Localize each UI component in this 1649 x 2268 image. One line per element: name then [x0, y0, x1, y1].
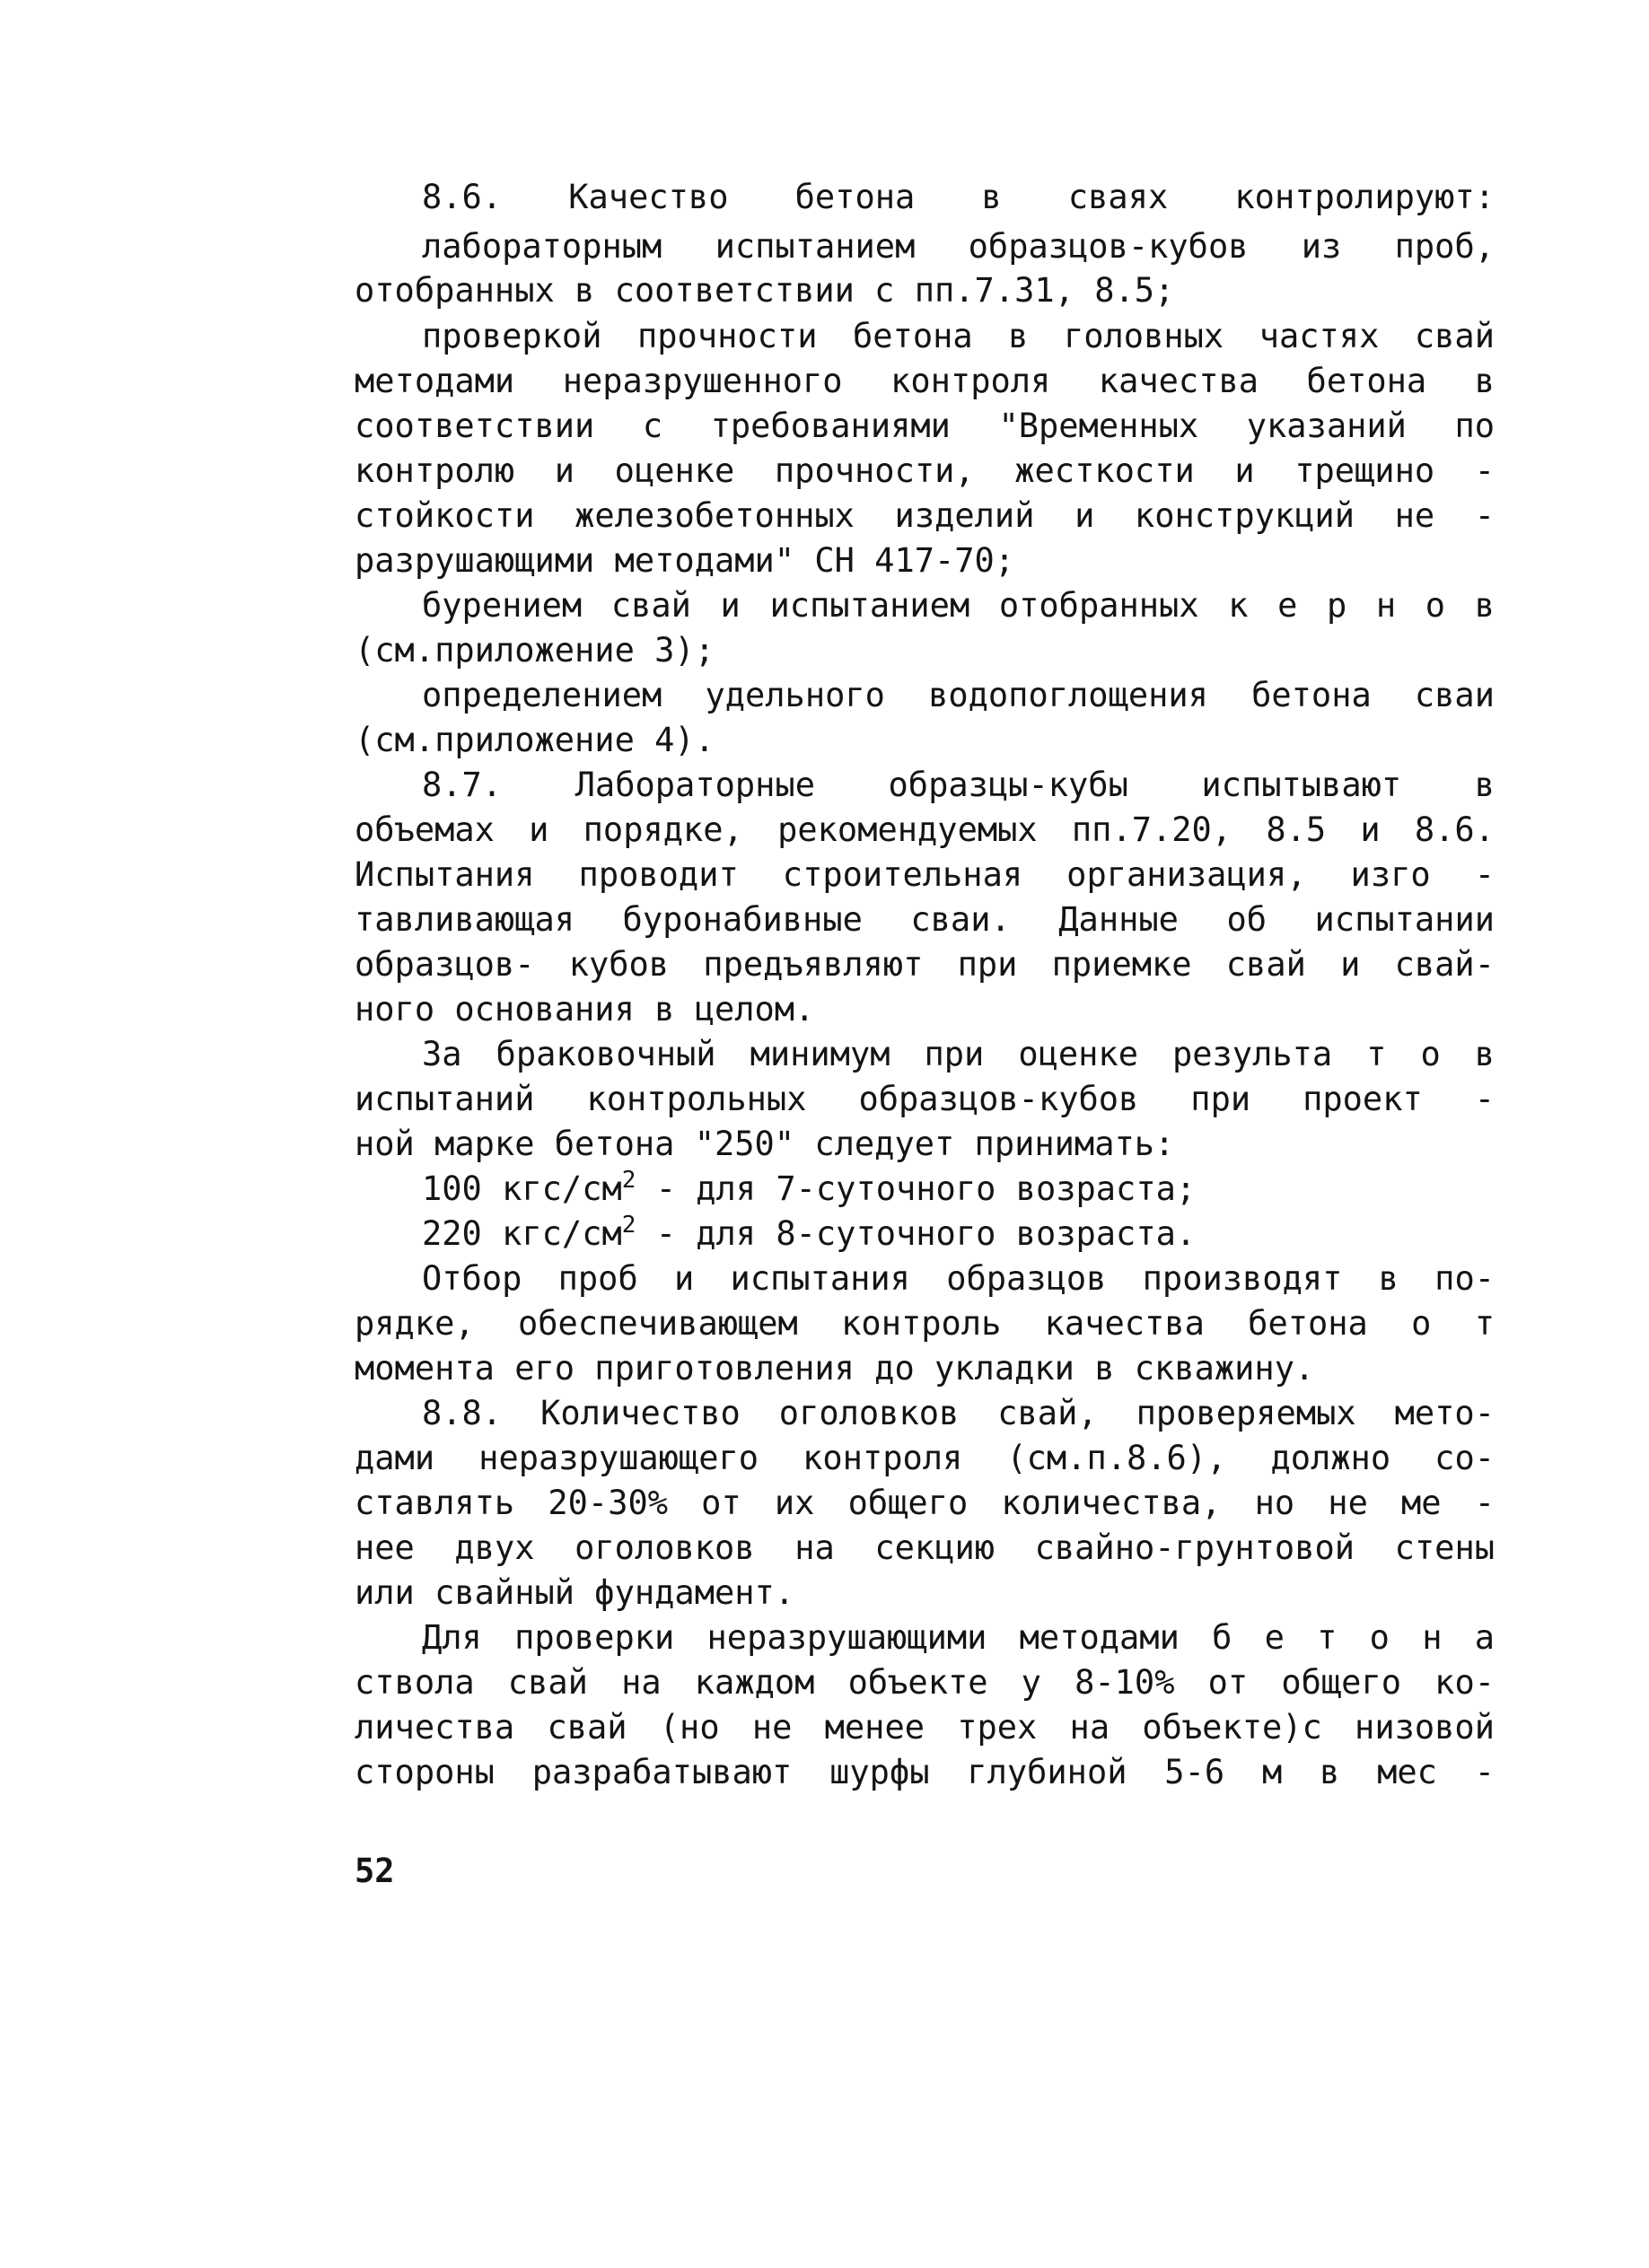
text-line: 8.7. Лабораторные образцы-кубы испытывают в: [422, 766, 1495, 804]
text-line: объемах и порядке, рекомендуемых пп.7.20, 8.5 и 8.6.: [355, 810, 1495, 849]
text-fragment: 100 кгс/см: [422, 1169, 622, 1208]
text-line: Отбор проб и испытания образцов производят в по-: [422, 1259, 1495, 1298]
text-line: отобранных в соответствии с пп.7.31, 8.5;: [355, 271, 1175, 310]
text-line: (см.приложение 4).: [355, 721, 715, 759]
text-line: ставлять 20-30% от их общего количества, но не ме -: [355, 1484, 1495, 1522]
text-line: стороны разрабатывают шурфы глубиной 5-6 м в мес -: [355, 1753, 1495, 1791]
text-line: соответствии с требованиями "Временных указаний по: [355, 407, 1495, 445]
text-line: разрушающими методами" СН 417-70;: [355, 541, 1015, 580]
text-line: рядке, обеспечивающем контроль качества бетона о т: [355, 1304, 1495, 1343]
superscript: 2: [621, 1212, 636, 1239]
text-line: тавливающая буронабивные сваи. Данные об испытании: [355, 900, 1495, 939]
text-line: [422, 1169, 1495, 1209]
text-line: проверкой прочности бетона в головных частях свай: [422, 317, 1495, 355]
page-number: 52: [355, 1852, 395, 1890]
text-fragment: - для 8-суточного возраста.: [636, 1214, 1197, 1253]
text-line: бурением свай и испытанием отобранных к е р н о в: [422, 586, 1495, 625]
text-line: [422, 1214, 1495, 1254]
text-line: Для проверки неразрушающими методами б е т о н а: [422, 1618, 1495, 1657]
text-line: стойкости железобетонных изделий и конструкций не -: [355, 496, 1495, 535]
text-line: лабораторным испытанием образцов-кубов из проб,: [422, 227, 1495, 266]
text-line: ного основания в целом.: [355, 990, 815, 1029]
text-line: методами неразрушенного контроля качества бетона в: [355, 362, 1495, 400]
text-line: (см.приложение 3);: [355, 631, 715, 670]
text-line: 8.8. Количество оголовков свай, проверяемых мето-: [422, 1394, 1495, 1432]
text-line: или свайный фундамент.: [355, 1573, 795, 1612]
text-line: ной марке бетона "250" следует принимать:: [355, 1125, 1175, 1163]
text-line: нее двух оголовков на секцию свайно-грунтовой стены: [355, 1528, 1495, 1567]
superscript: 2: [621, 1167, 636, 1194]
text-line: Испытания проводит строительная организация, изго -: [355, 855, 1495, 894]
text-line: ствола свай на каждом объекте у 8-10% от общего ко-: [355, 1663, 1495, 1702]
text-line: За браковочный минимум при оценке результа т о в: [422, 1035, 1495, 1073]
text-line: момента его приготовления до укладки в скважину.: [355, 1349, 1315, 1388]
text-line: контролю и оценке прочности, жесткости и трещино -: [355, 451, 1495, 490]
text-fragment: 220 кгс/см: [422, 1214, 622, 1253]
text-line: 8.6. Качество бетона в сваях контролируют:: [422, 178, 1495, 216]
text-fragment: - для 7-суточного возраста;: [636, 1169, 1197, 1208]
text-line: испытаний контрольных образцов-кубов при проект -: [355, 1080, 1495, 1118]
text-line: дами неразрушающего контроля (см.п.8.6), должно со-: [355, 1439, 1495, 1477]
text-line: личества свай (но не менее трех на объекте)с низовой: [355, 1708, 1495, 1747]
text-line: определением удельного водопоглощения бетона сваи: [422, 676, 1495, 714]
text-line: образцов- кубов предъявляют при приемке свай и свай-: [355, 945, 1495, 984]
